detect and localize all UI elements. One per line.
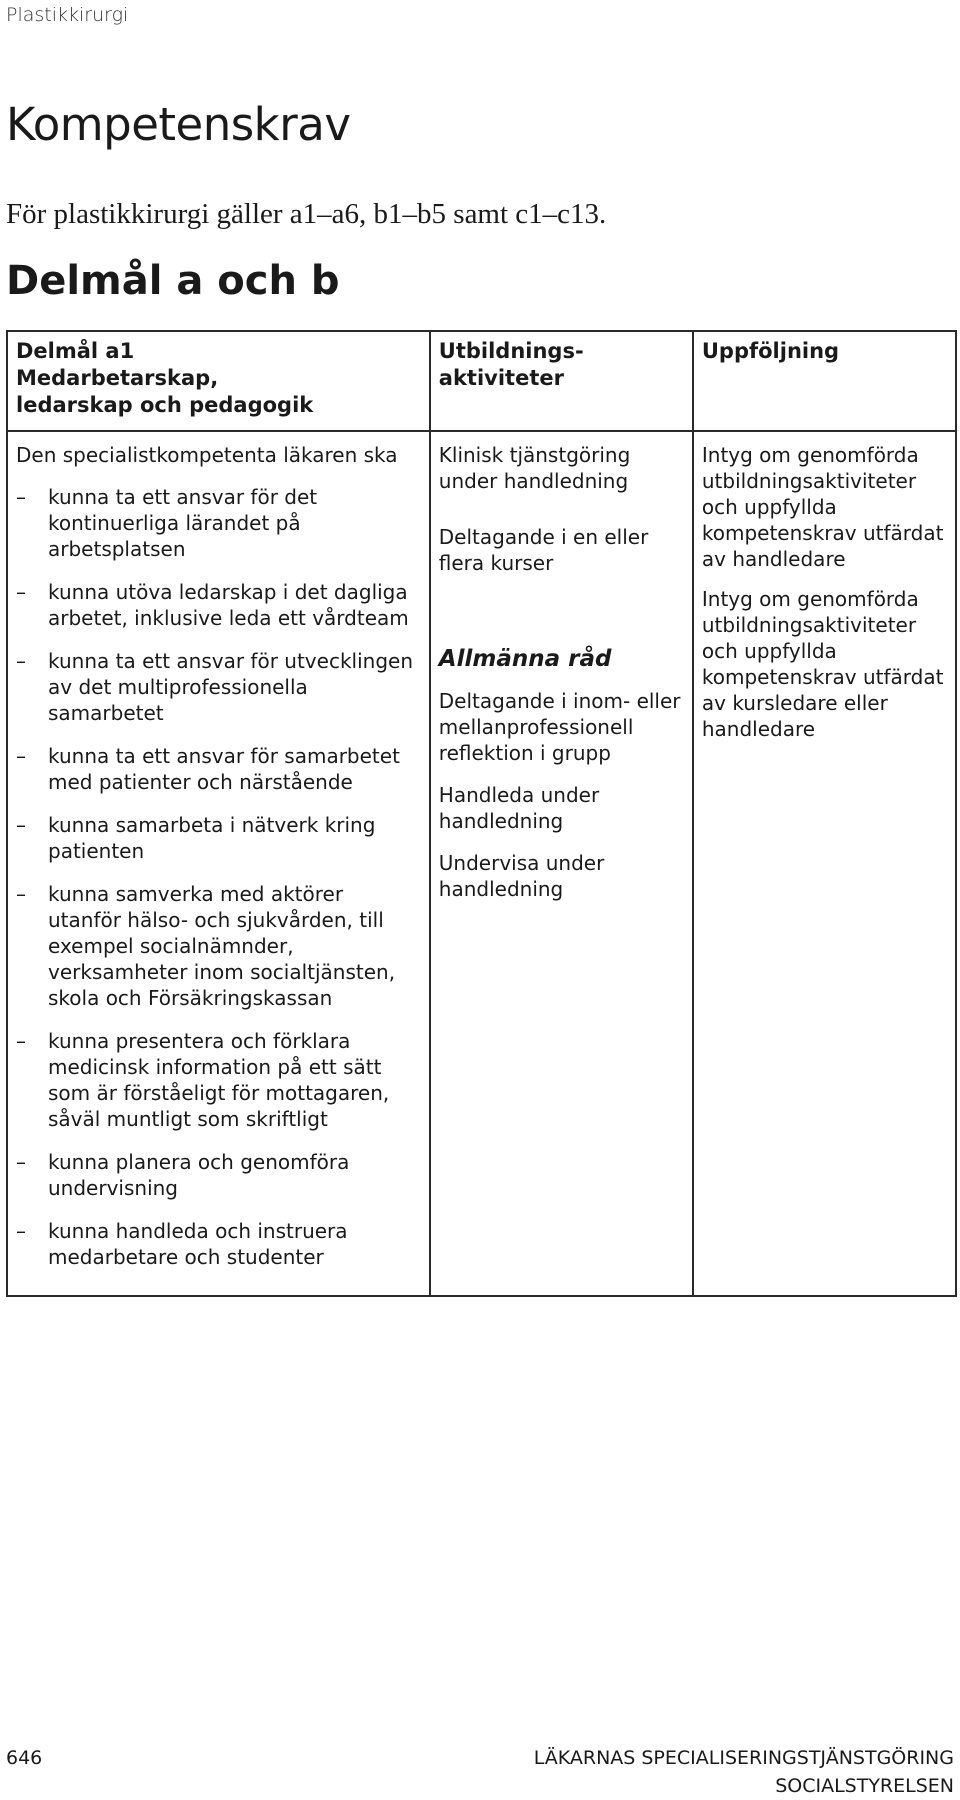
header-goal [7, 331, 430, 431]
header-goal-line: Delmål a1 [16, 339, 135, 363]
header-activities-line: aktiviteter [438, 366, 564, 390]
activity-item: Klinisk tjänstgöring under handledning [438, 443, 631, 493]
page-title: Kompetenskrav [6, 98, 351, 151]
page-number: 646 [6, 1747, 43, 1769]
goal-list [16, 484, 421, 1270]
footer-publication-title: LÄKARNAS SPECIALISERINGSTJÄNSTGÖRING [533, 1747, 954, 1769]
followup-cell [693, 431, 956, 1296]
header-activities-line: Utbildnings- [438, 339, 584, 363]
intro-text: För plastikkirurgi gäller a1–a6, b1–b5 samt c1–c13. [6, 198, 607, 230]
table-row [7, 431, 956, 1296]
advice-title: Allmänna råd [438, 646, 612, 672]
table-header-row [7, 331, 956, 431]
header-followup [693, 331, 956, 431]
goal-item: – kunna presentera och förklara medicinsk information på ett sätt som är förståeligt för mottagaren, såväl muntligt som skriftligt [16, 1028, 421, 1132]
activity-item: Deltagande i en eller flera kurser [438, 525, 649, 575]
header-followup-line: Uppföljning [701, 339, 840, 363]
goal-item: – kunna ta ett ansvar för utvecklingen av det multiprofessionella samarbetet [16, 648, 421, 726]
followup-item: Intyg om genomförda utbildningsaktiviteter och uppfyllda kompetenskrav utfärdat av kursledare eller handledare [701, 587, 944, 741]
goal-item: – kunna ta ett ansvar för det kontinuerliga lärandet på arbetsplatsen [16, 484, 421, 562]
footer-organization: SOCIALSTYRELSEN [775, 1775, 954, 1797]
goal-item: – kunna samarbeta i nätverk kring patienten [16, 812, 421, 864]
goal-item: – kunna handleda och instruera medarbetare och studenter [16, 1218, 421, 1270]
goal-item: – kunna planera och genomföra undervisning [16, 1149, 421, 1201]
goal-lead: Den specialistkompetenta läkaren ska [16, 443, 398, 467]
header-goal-line: Medarbetarskap, [16, 366, 219, 390]
goal-item: – kunna ta ett ansvar för samarbetet med patienter och närstående [16, 743, 421, 795]
header-goal-line: ledarskap och pedagogik [16, 393, 314, 417]
advice-item: Deltagande i inom- eller mellanprofessionell reflektion i grupp [438, 689, 681, 765]
running-head: Plastikkirurgi [6, 4, 129, 26]
followup-item: Intyg om genomförda utbildningsaktiviteter och uppfyllda kompetenskrav utfärdat av handledare [701, 443, 944, 571]
goal-item: – kunna samverka med aktörer utanför hälso- och sjukvården, till exempel socialnämnder, verksamheter inom socialtjänsten, skola och Försäkringskassan [16, 881, 421, 1011]
goal-cell [7, 431, 430, 1296]
section-title: Delmål a och b [6, 258, 340, 304]
activities-cell [430, 431, 693, 1296]
advice-item: Undervisa under handledning [438, 851, 605, 901]
advice-item: Handleda under handledning [438, 783, 600, 833]
header-activities [430, 331, 693, 431]
goal-item: – kunna utöva ledarskap i det dagliga arbetet, inklusive leda ett vårdteam [16, 579, 421, 631]
competence-table [6, 330, 957, 1297]
